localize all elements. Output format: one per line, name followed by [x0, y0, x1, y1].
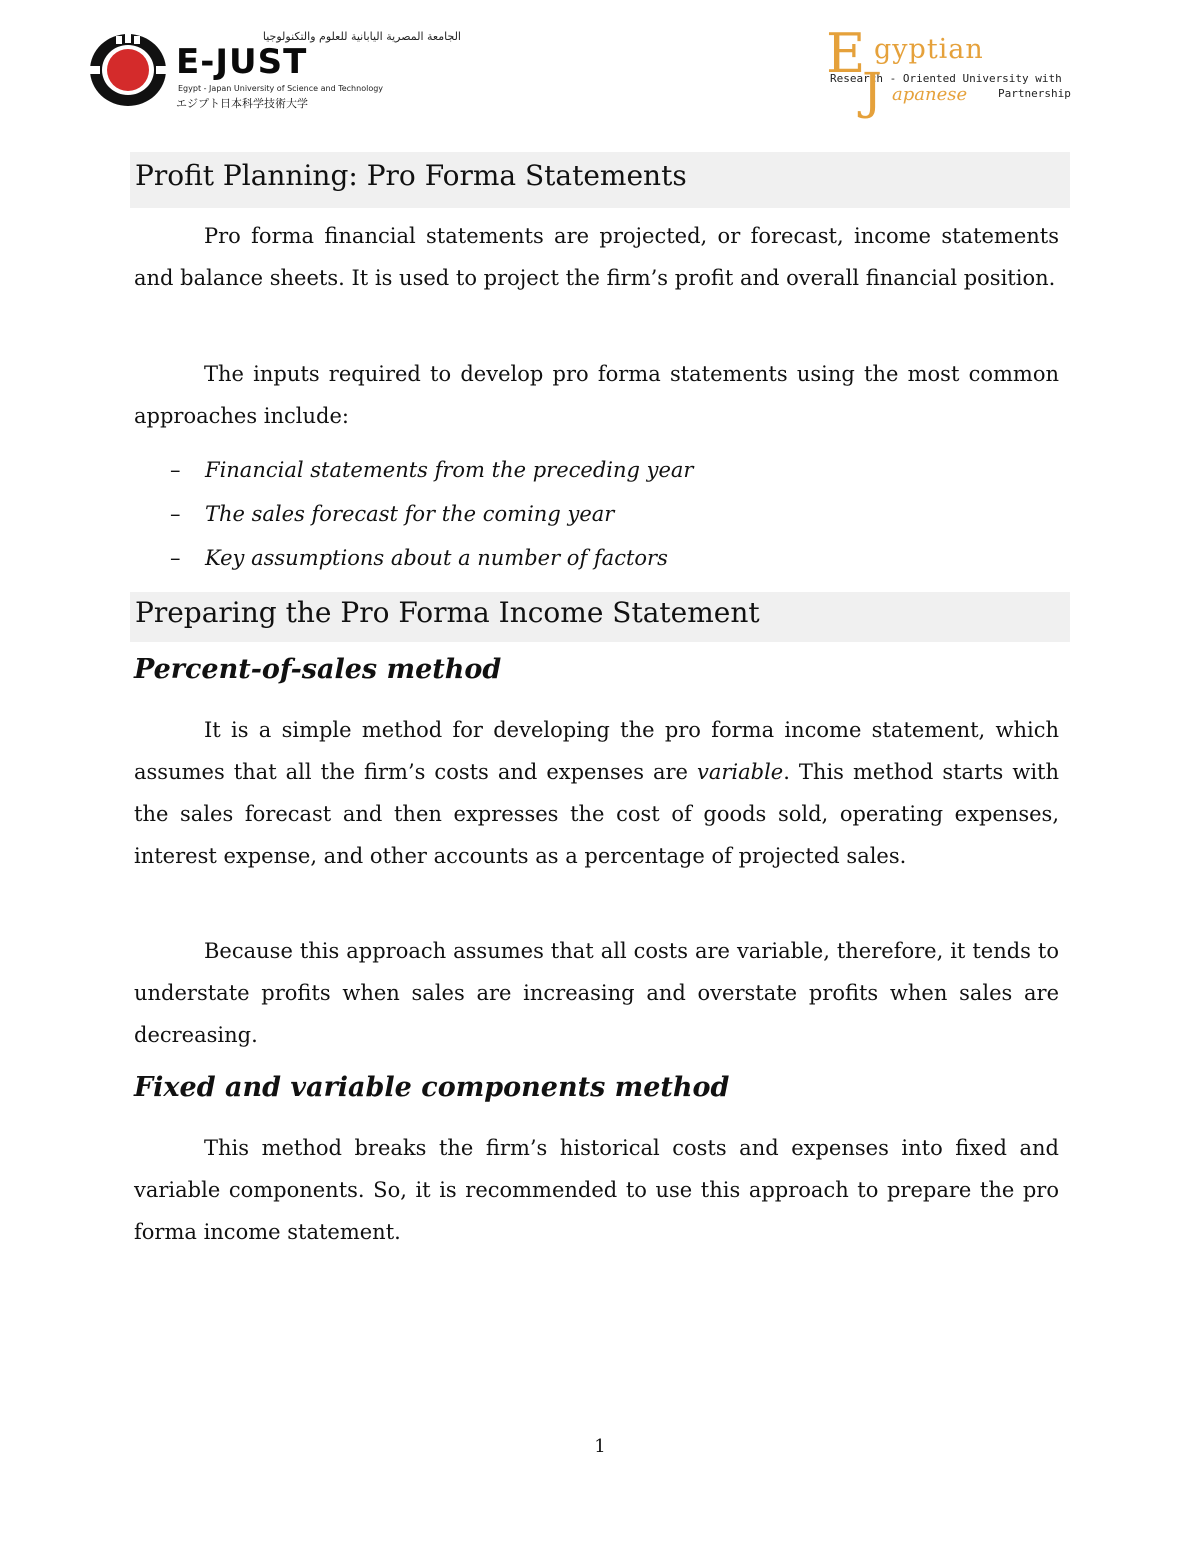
page-title: Profit Planning: Pro Forma Statements	[130, 152, 1070, 208]
ejust-subtitle: Egypt - Japan University of Science and Technology	[178, 84, 384, 93]
egyptian-japanese-logo	[826, 22, 1076, 120]
logo-letter-e: E	[826, 22, 866, 85]
percent-of-sales-limitation-paragraph: Because this approach assumes that all costs are variable, therefore, it tends to understate profits when sales are increasing and overstate profits when sales are decreasing.	[134, 939, 1059, 1047]
fixed-variable-paragraph: This method breaks the firm’s historical costs and expenses into fixed and variable components. So, it is recommended to use this approach to prepare the pro forma income statement.	[134, 1136, 1059, 1244]
ejust-japanese-name: エジプト日本科学技術大学	[176, 97, 308, 110]
ejust-name: E-JUST	[176, 42, 308, 82]
inputs-intro-paragraph: The inputs required to develop pro forma statements using the most common approaches include:	[134, 362, 1059, 428]
ejust-emblem-icon	[86, 32, 170, 108]
logo-research-line: Research - Oriented University with	[830, 72, 1062, 85]
inputs-list	[170, 450, 693, 582]
percent-of-sales-paragraph: It is a simple method for developing the pro forma income statement, which assumes that all the firm’s costs and expenses are variable. This method starts with the sales forecast and then expresses the cost of goods sold, operating expenses, interest expense, and other accounts as a percentage of projected sales.	[134, 718, 1059, 868]
logo-partnership-word: Partnership	[998, 87, 1071, 100]
section-heading-income-statement: Preparing the Pro Forma Income Statement	[130, 592, 1070, 642]
subheading-percent-of-sales: Percent-of-sales method	[134, 654, 502, 685]
logo-letter-j: J	[862, 62, 883, 120]
logo-egyptian-word: gyptian	[874, 34, 984, 65]
variable-emphasis: variable	[696, 760, 784, 784]
subheading-fixed-variable: Fixed and variable components method	[134, 1072, 730, 1103]
ejust-logo	[86, 30, 461, 110]
list-item: – Key assumptions about a number of factors	[170, 546, 668, 570]
page-number: 1	[594, 1436, 606, 1457]
ejust-arabic-name: الجامعة المصرية اليابانية للعلوم والتكنولوجيا	[262, 30, 461, 43]
intro-paragraph: Pro forma financial statements are projected, or forecast, income statements and balance sheets. It is used to project the firm’s profit and overall financial position.	[134, 224, 1059, 290]
list-item: – The sales forecast for the coming year	[170, 502, 615, 526]
logo-japanese-word: apanese	[892, 84, 968, 105]
list-item: – Financial statements from the preceding year	[170, 458, 694, 482]
